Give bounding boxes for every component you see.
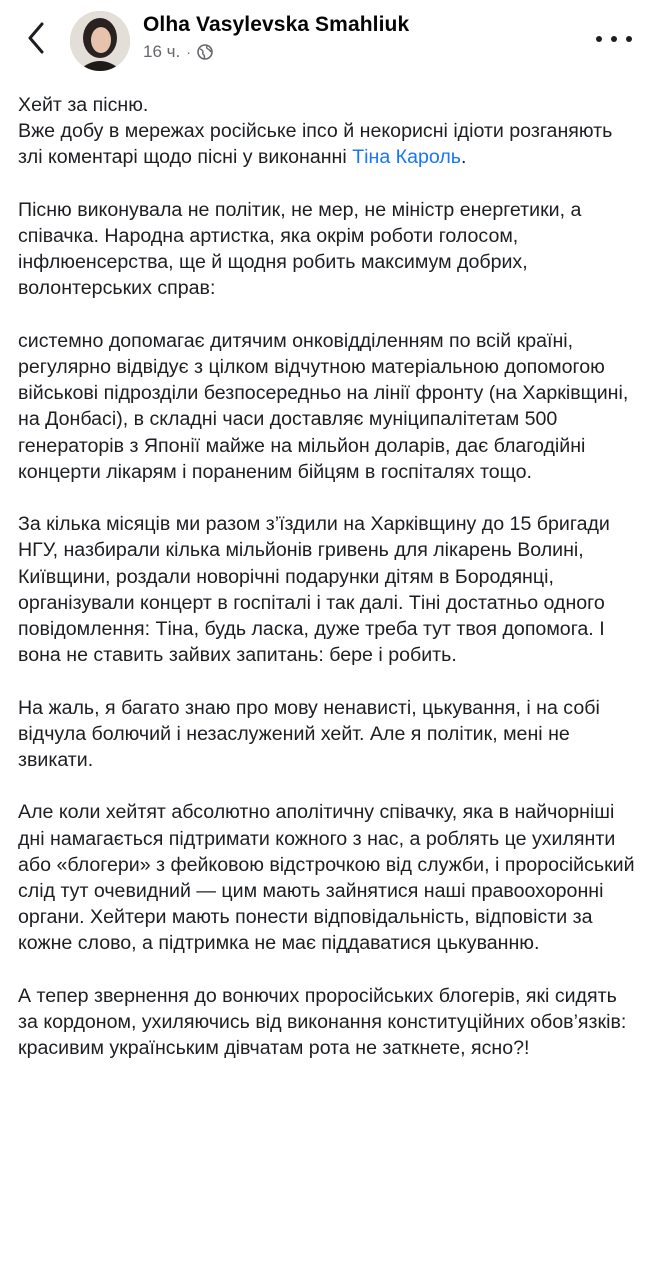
post-text-end: . xyxy=(461,146,467,169)
post-paragraph-1 xyxy=(18,92,638,171)
back-button[interactable] xyxy=(22,20,50,56)
author-name[interactable]: Olha Vasylevska Smahliuk xyxy=(143,13,410,36)
mention-link[interactable]: Тіна Кароль xyxy=(352,146,461,169)
post-heading-line: Хейт за пісню. xyxy=(18,94,149,116)
more-dot xyxy=(611,36,617,42)
meta-separator: · xyxy=(186,44,191,60)
more-options-button[interactable] xyxy=(596,27,632,51)
post-time[interactable]: 16 ч. xyxy=(143,42,181,61)
post-meta xyxy=(143,42,213,62)
more-dot xyxy=(626,36,632,42)
post-paragraph-4: За кілька місяців ми разом з’їздили на Харківщину до 15 бригади НГУ, назбирали кілька мільйонів гривень для лікарень Волині, Київщини, роздали новорічні подарунки дітям в Бородянці, організували концерт в госпіталі і так далі. Тіні достатньо одного повідомлення: Тіна, будь ласка, дуже треба тут твоя допомога. І вона не ставить зайвих запитань: бере і робить. xyxy=(18,513,610,667)
post-paragraph-7: А тепер звернення до вонючих проросійських блогерів, які сидять за кордоном, ухиляючись від виконання конституційних обов’язків: красивим українським дівчатам рота не заткнете, ясно?! xyxy=(18,984,627,1060)
post-header xyxy=(0,0,652,82)
post-text: Вже добу в мережах російське іпсо й некорисні ідіоти розганяють злі коментарі щодо пісні у виконанні xyxy=(18,120,613,169)
chevron-left-icon xyxy=(27,22,45,54)
globe-icon xyxy=(197,44,213,60)
more-dot xyxy=(596,36,602,42)
avatar-image xyxy=(70,11,130,71)
avatar[interactable] xyxy=(70,11,130,71)
post-paragraph-3: системно допомагає дитячим онковідділенням по всій країні, регулярно відвідує з цілком відчутною матеріальною допомогою військові підрозділи безпосередньо на лінії фронту (на Харківщині, на Донбасі), в складні часи доставляє муніципалітетам 500 генераторів з Японії майже на мільйон доларів, дає благодійні концерти лікарям і пораненим бійцям в госпіталях тощо. xyxy=(18,329,629,483)
post-paragraph-6: Але коли хейтят абсолютно аполітичну співачку, яка в найчорніші дні намагається підтримати кожного з нас, а роблять це ухилянти або «блогери» з фейковою відстрочкою від служби, і проросійський слід тут очевидний — цим мають зайнятися наші правоохоронні органи. Хейтери мають понести відповідальність, відповісти за кожне слово, а підтримка не має піддаватися цькуванню. xyxy=(18,801,635,955)
post-paragraph-5: На жаль, я багато знаю про мову ненависті, цькування, і на собі відчула болючий і незаслужений хейт. Але я політик, мені не звикати. xyxy=(18,696,600,772)
post-paragraph-2: Пісню виконувала не політик, не мер, не міністр енергетики, а співачка. Народна артистка, яка окрім роботи голосом, інфлюенсерства, ще й щодня робить максимум добрих, волонтерських справ: xyxy=(18,198,582,300)
post-body xyxy=(18,92,638,1061)
